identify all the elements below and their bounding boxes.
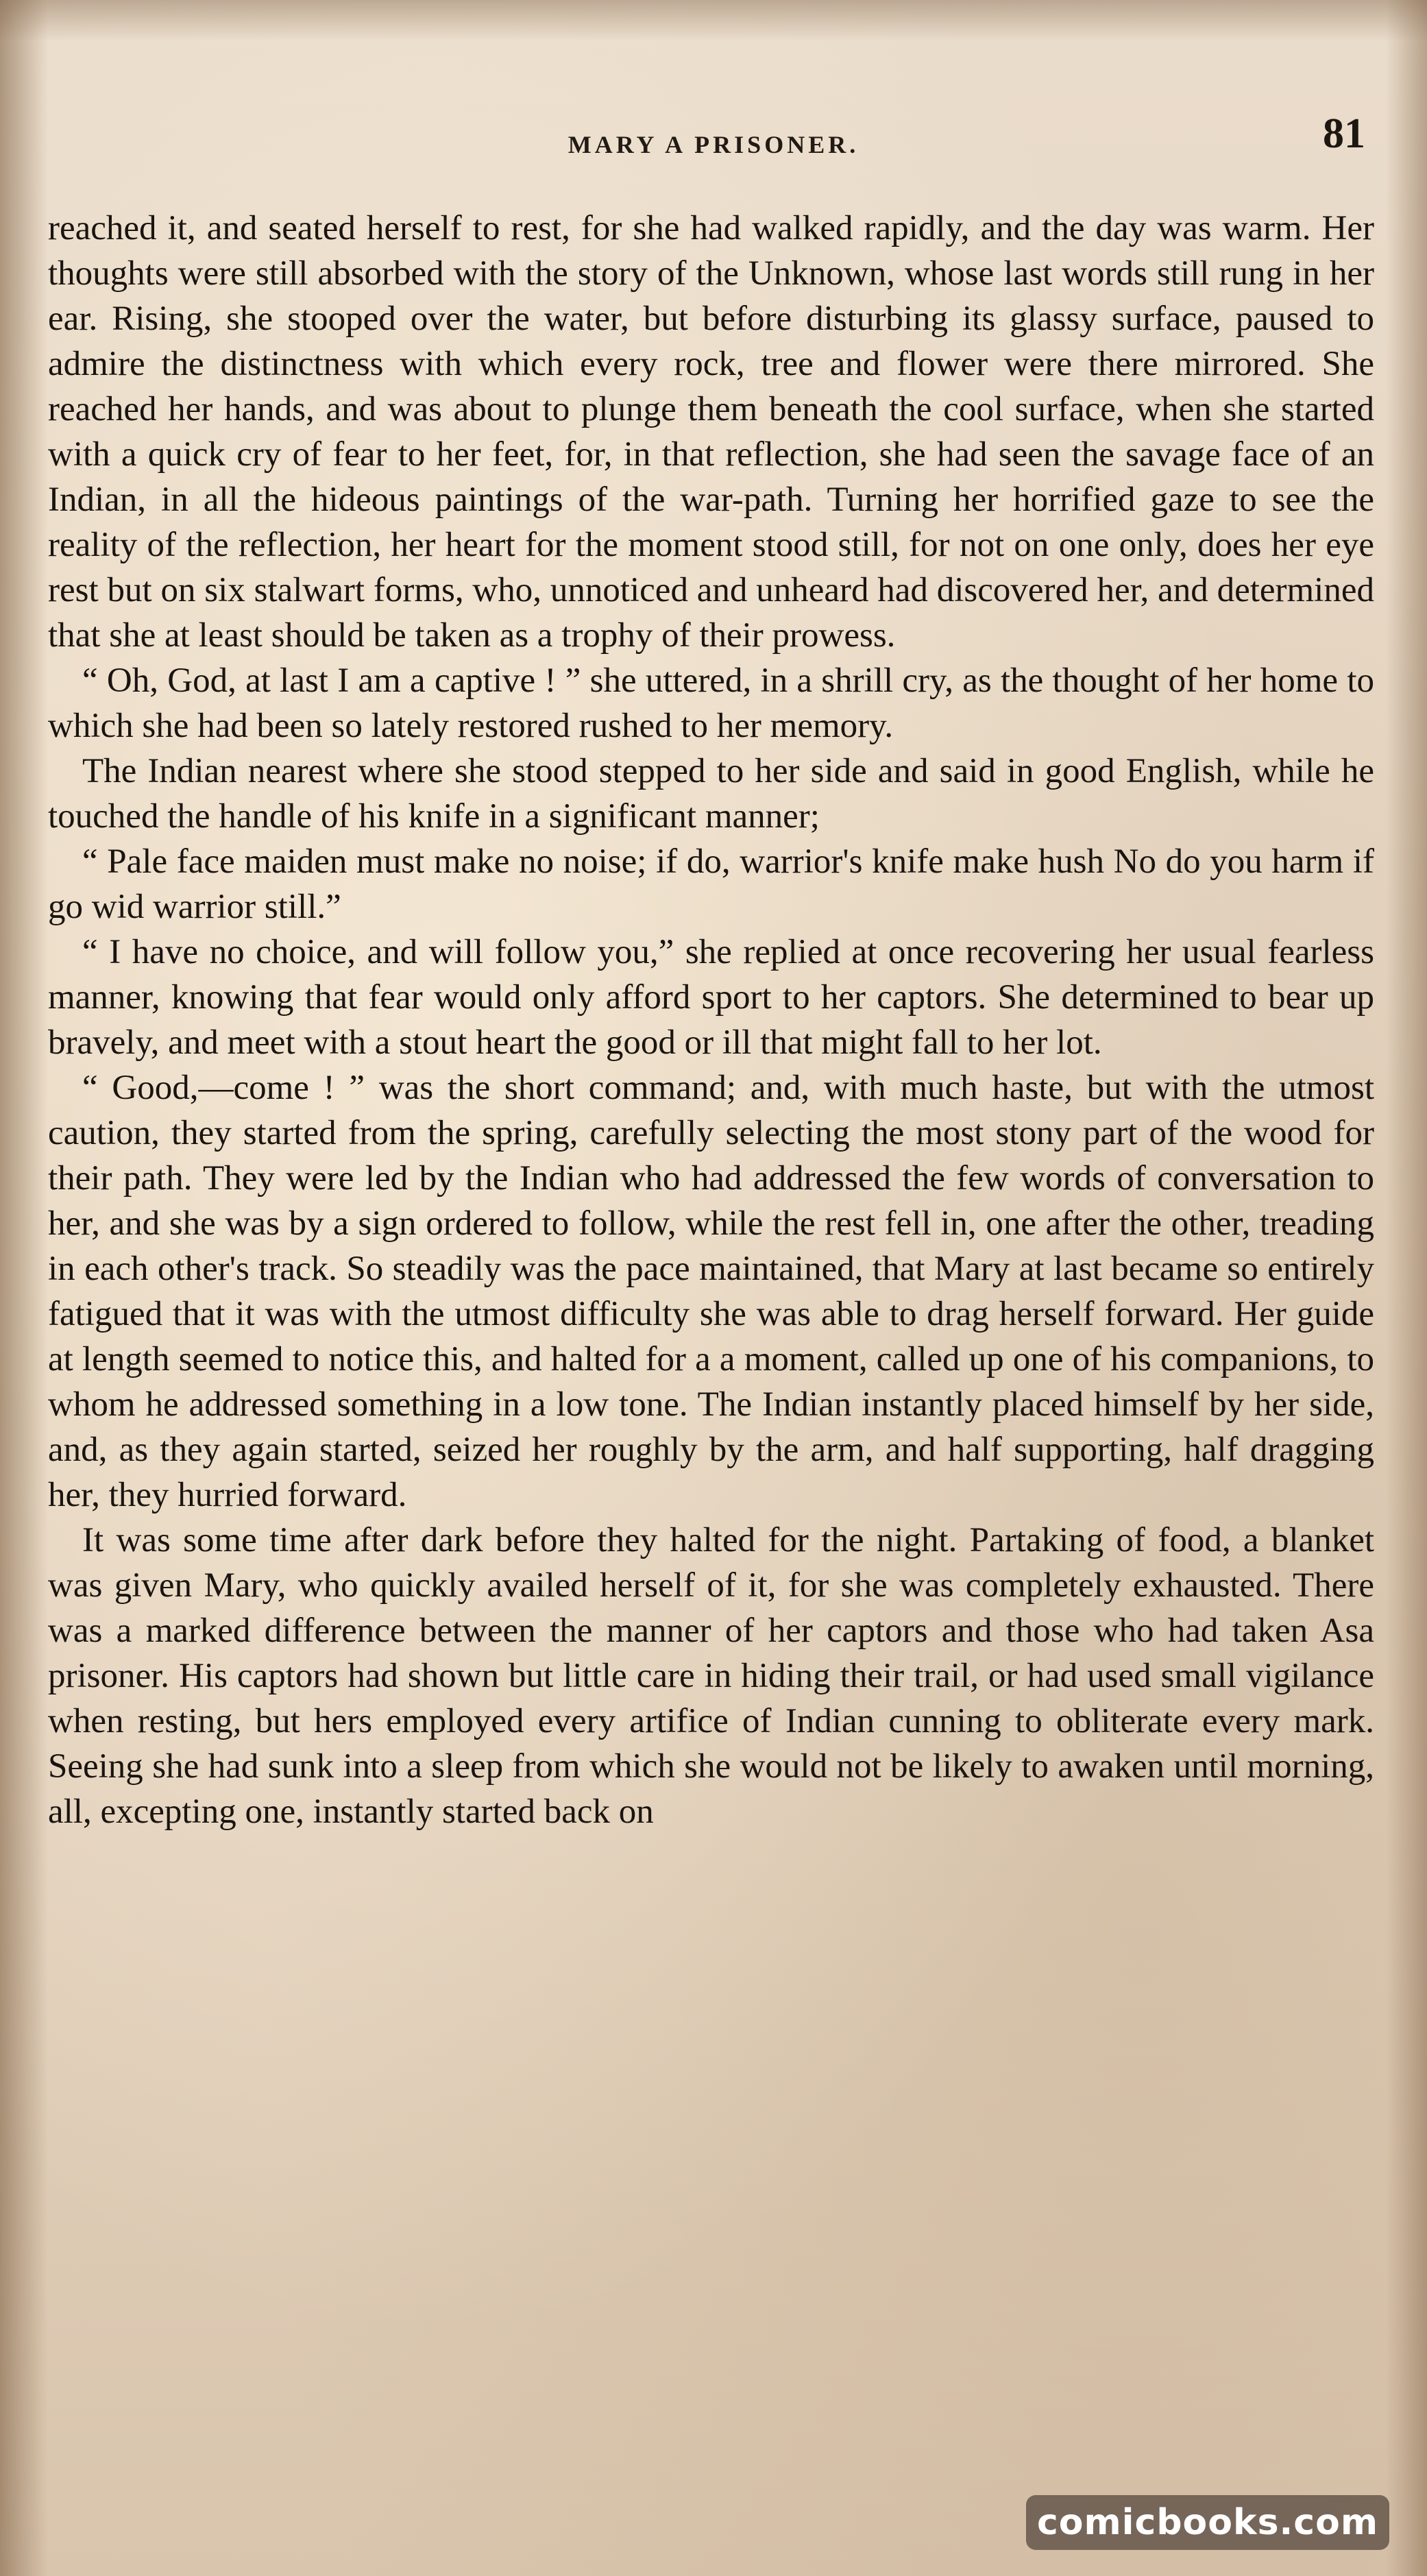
page-header [0,110,1427,165]
paragraph: reached it, and seated herself to rest, for she had walked rapidly, and the day was warm. Her thoughts were still absorbed with the story of the Unknown, whose last words still rung in her ear. Rising, she stooped over the water, but before disturbing its glassy surface, paused to admire the distinctness with which every rock, tree and flower were there mirrored. She reached her hands, and was about to plunge them beneath the cool surface, when she started with a quick cry of fear to her feet, for, in that reflection, she had seen the savage face of an Indian, in all the hideous paintings of the war-path. Turning her horrified gaze to see the reality of the reflection, her heart for the moment stood still, for not on one only, does her eye rest but on six stalwart forms, who, unnoticed and unheard had discovered her, and determined that she at least should be taken as a trophy of their prowess. [48,209,1374,655]
paragraph: “ Good,—come ! ” was the short command; and, with much haste, but with the utmost caution, they started from the spring, carefully selecting the most stony part of the wood for their path. They were led by the Indian who had addressed the few words of conversation to her, and she was by a sign ordered to follow, while the rest fell in, one after the other, treading in each other's track. So steadily was the pace maintained, that Mary at last became so entirely fatigued that it was with the utmost difficulty she was able to drag herself forward. Her guide at length seemed to notice this, and halted for a a moment, called up one of his companions, to whom he addressed something in a low tone. The Indian instantly placed himself by her side, and, as they again started, seized her roughly by the arm, and half supporting, half dragging her, they hurried forward. [48,1069,1374,1514]
text-body [48,206,1374,1834]
paragraph: “ Oh, God, at last I am a captive ! ” she uttered, in a shrill cry, as the thought of her home to which she had been so lately restored rushed to her memory. [48,661,1374,745]
page-shadow-top [0,0,1427,41]
running-head: MARY A PRISONER. [568,131,859,158]
paragraph: “ I have no choice, and will follow you,” she replied at once recovering her usual fearless manner, knowing that fear would only afford sport to her captors. She determined to bear up bravely, and meet with a stout heart the good or ill that might fall to her lot. [48,933,1374,1062]
paragraph: The Indian nearest where she stood stepped to her side and said in good English, while he touched the handle of his knife in a significant manner; [48,752,1374,836]
paragraph: It was some time after dark before they halted for the night. Partaking of food, a blanket was given Mary, who quickly availed herself of it, for she was completely exhausted. There was a marked difference between the manner of her captors and those who had taken Asa prisoner. His captors had shown but little care in hiding their trail, or had used small vigilance when resting, but hers employed every artifice of Indian cunning to obliterate every mark. Seeing she had sunk into a sleep from which she would not be likely to awaken until morning, all, excepting one, instantly started back on [48,1521,1374,1831]
page-shadow-left [0,0,48,2576]
page-number: 81 [1323,110,1365,157]
paragraph: “ Pale face maiden must make no noise; if do, warrior's knife make hush No do you harm if go wid warrior still.” [48,842,1374,926]
site-watermark: comicbooks.com [1026,2495,1389,2550]
page-shadow-right [1386,0,1427,2576]
